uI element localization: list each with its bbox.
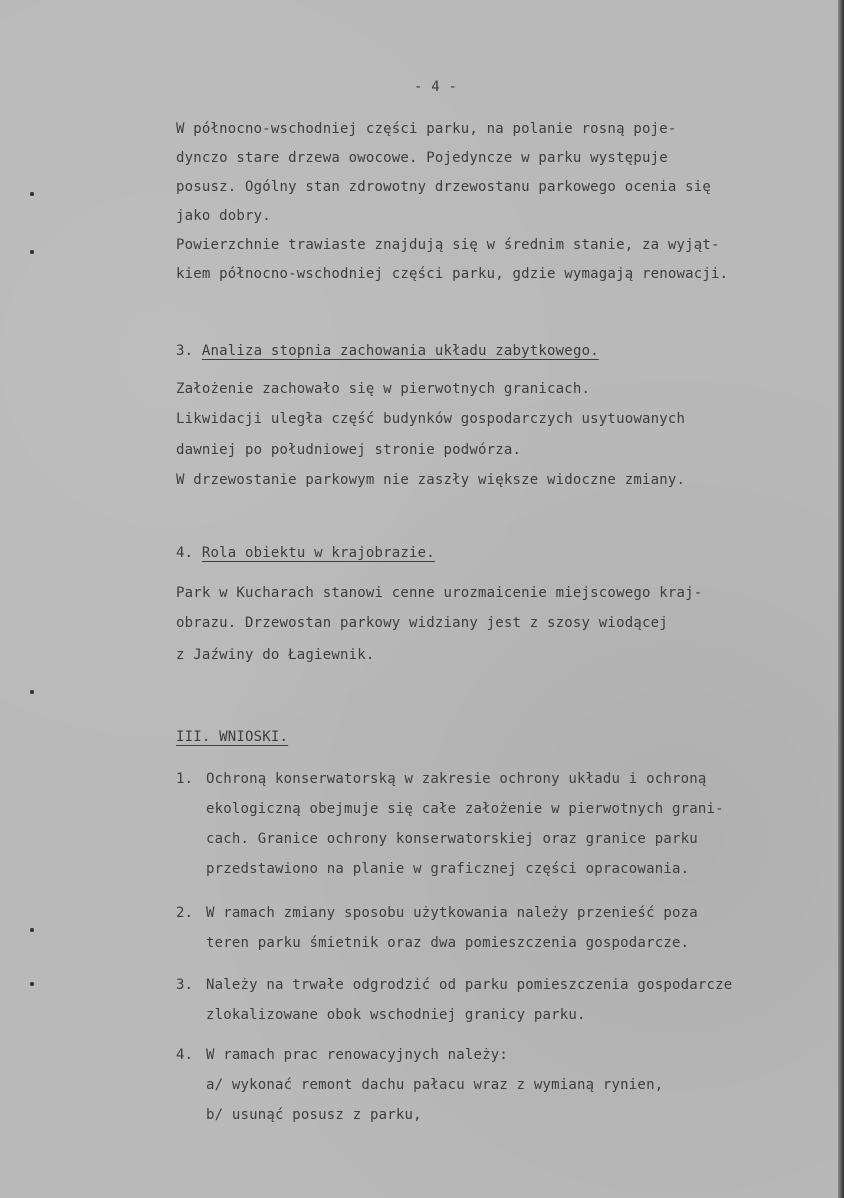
text-line: kiem północno-wschodniej części parku, gdzie wymagają renowacji.: [176, 266, 729, 282]
text-line: Powierzchnie trawiaste znajdują się w średnim stanie, za wyjąt-: [176, 237, 720, 253]
text-line: Ochroną konserwatorską w zakresie ochrony układu i ochroną: [206, 771, 707, 787]
punch-mark: [30, 690, 34, 694]
text-line: ekologiczną obejmuje się całe założenie w pierwotnych grani-: [206, 801, 724, 817]
text-line: W północno-wschodniej części parku, na polanie rosną poje-: [176, 121, 677, 137]
item-number: 1.: [176, 771, 194, 787]
text-line: cach. Granice ochrony konserwatorskiej oraz granice parku: [206, 831, 698, 847]
punch-mark: [30, 250, 34, 254]
page-number: - 4 -: [414, 79, 458, 95]
paper-edge: [838, 0, 844, 1198]
chapter-heading: III. WNIOSKI.: [176, 729, 289, 745]
text-line: posusz. Ogólny stan zdrowotny drzewostanu parkowego ocenia się: [176, 179, 711, 195]
item-number: 2.: [176, 905, 194, 921]
item-number: 3.: [176, 977, 194, 993]
section-title: Rola obiektu w krajobrazie.: [201, 545, 435, 561]
text-line: W ramach prac renowacyjnych należy:: [206, 1047, 509, 1063]
section-heading: [176, 342, 599, 360]
text-line: dawniej po południowej stronie podwórza.: [176, 442, 522, 458]
text-line: zlokalizowane obok wschodniej granicy parku.: [206, 1007, 586, 1023]
section-heading: [176, 544, 435, 562]
text-line: teren parku śmietnik oraz dwa pomieszczenia gospodarcze.: [206, 935, 690, 951]
text-line: W ramach zmiany sposobu użytkowania należy przenieść poza: [206, 905, 698, 921]
punch-mark: [30, 928, 34, 932]
text-line: Założenie zachowało się w pierwotnych granicach.: [176, 381, 591, 397]
section-number: 4.: [176, 545, 194, 561]
text-line: jako dobry.: [176, 208, 271, 224]
text-line: W drzewostanie parkowym nie zaszły większe widoczne zmiany.: [176, 472, 686, 488]
punch-mark: [30, 192, 34, 196]
text-line: obrazu. Drzewostan parkowy widziany jest z szosy wiodącej: [176, 615, 668, 631]
item-number: 4.: [176, 1047, 194, 1063]
sub-item: b/ usunąć posusz z parku,: [206, 1107, 422, 1123]
text-line: dynczo stare drzewa owocowe. Pojedyncze w parku występuje: [176, 150, 668, 166]
text-line: przedstawiono na planie w graficznej części opracowania.: [206, 861, 690, 877]
text-line: Park w Kucharach stanowi cenne urozmaicenie miejscowego kraj-: [176, 585, 703, 601]
sub-item: a/ wykonać remont dachu pałacu wraz z wymianą rynien,: [206, 1077, 664, 1093]
section-title: Analiza stopnia zachowania układu zabytkowego.: [201, 343, 599, 359]
section-number: 3.: [176, 343, 194, 359]
punch-mark: [30, 982, 34, 986]
text-line: Likwidacji uległa część budynków gospodarczych usytuowanych: [176, 411, 686, 427]
text-line: z Jaźwiny do Łagiewnik.: [176, 647, 375, 663]
text-line: Należy na trwałe odgrodzić od parku pomieszczenia gospodarcze: [206, 977, 733, 993]
